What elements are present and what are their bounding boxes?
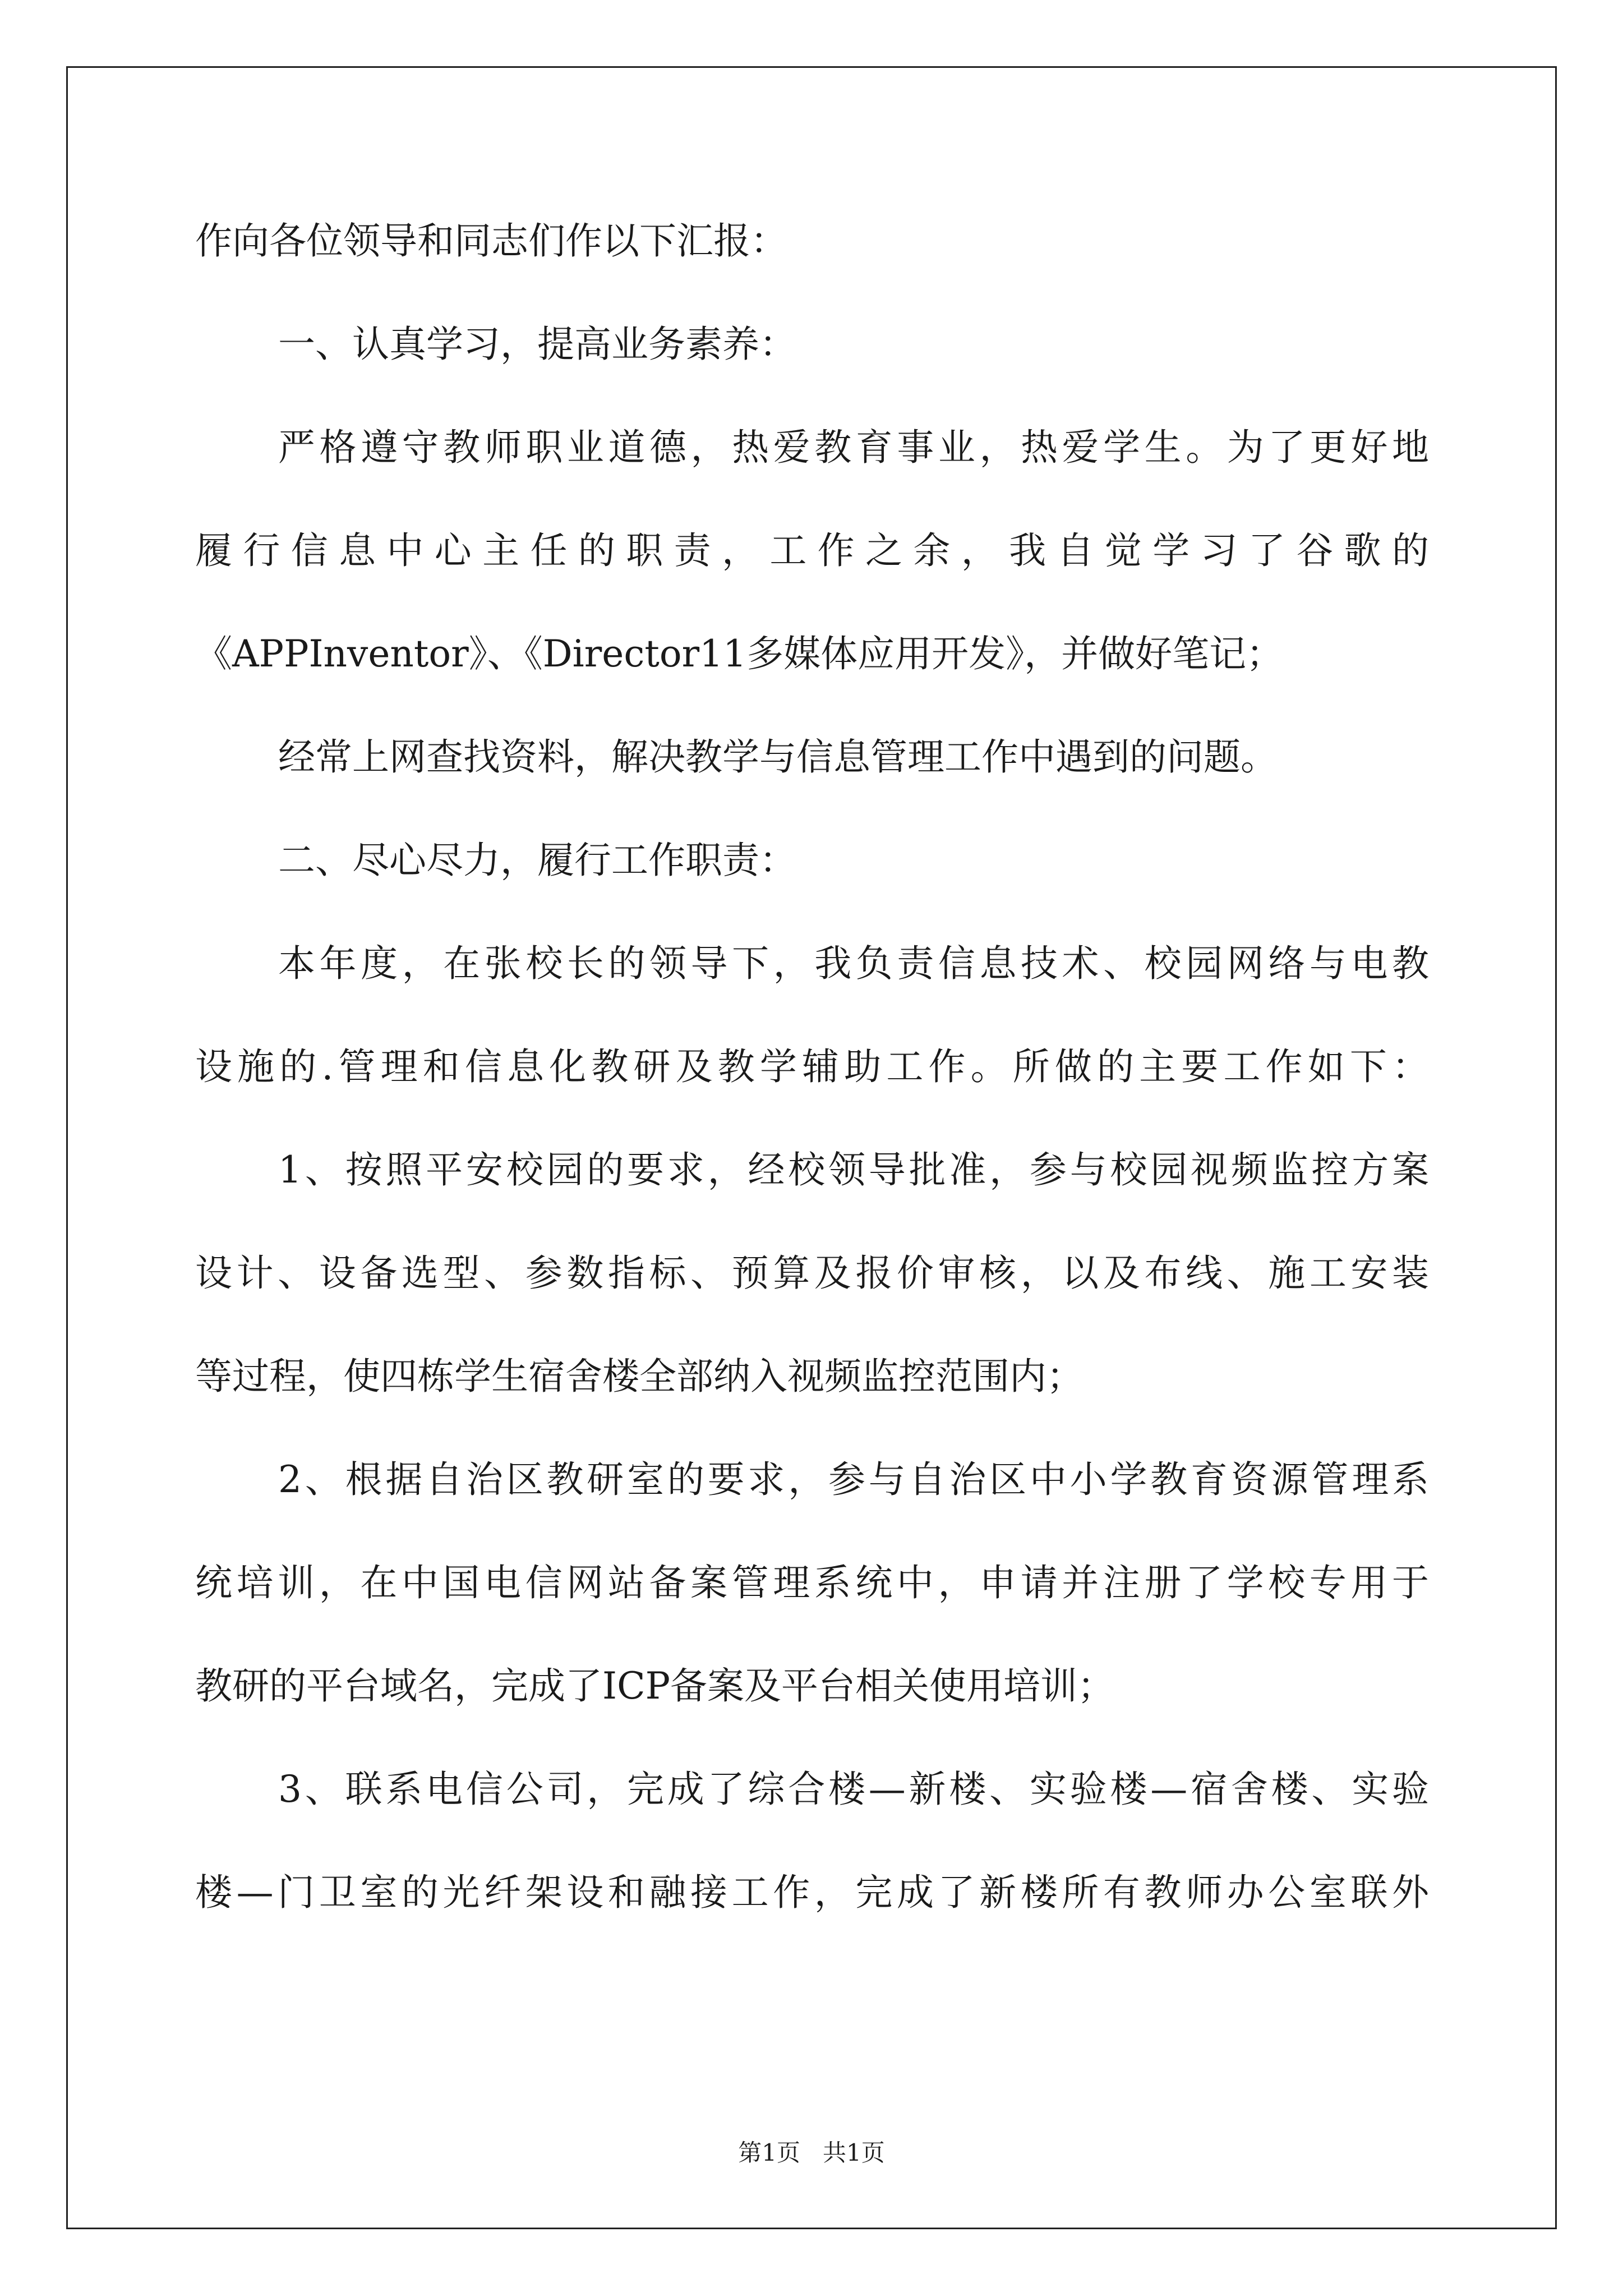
- text-line: 二、尽心尽力，履行工作职责：: [278, 839, 796, 882]
- page-footer: [0, 2134, 1623, 2168]
- text-line: 作向各位领导和同志们作以下汇报：: [195, 219, 787, 263]
- text-line: 严格遵守教师职业道德，热爱教育事业，热爱学生。为了更好地: [278, 426, 1429, 469]
- text-line: 统培训，在中国电信网站备案管理系统中，申请并注册了学校专用于: [195, 1561, 1429, 1604]
- text-line: 经常上网查找资料，解决教学与信息管理工作中遇到的问题。: [278, 735, 1278, 779]
- text-line: 1、按照平安校园的要求，经校领导批准，参与校园视频监控方案: [278, 1148, 1429, 1191]
- text-line: 设计、设备选型、参数指标、预算及报价审核，以及布线、施工安装: [195, 1251, 1429, 1295]
- text-line: 设施的.管理和信息化教研及教学辅助工作。所做的主要工作如下：: [195, 1045, 1429, 1088]
- page-number: 第1页: [738, 2139, 800, 2166]
- page-total: 共1页: [823, 2139, 885, 2166]
- text-line: 一、认真学习，提高业务素养：: [278, 323, 796, 366]
- text-line: 2、根据自治区教研室的要求，参与自治区中小学教育资源管理系: [278, 1458, 1429, 1501]
- text-line: 楼—门卫室的光纤架设和融接工作，完成了新楼所有教师办公室联外: [195, 1871, 1429, 1914]
- text-line: 3、联系电信公司，完成了综合楼—新楼、实验楼—宿舍楼、实验: [278, 1768, 1429, 1811]
- text-line: 教研的平台域名，完成了ICP备案及平台相关使用培训；: [195, 1664, 1114, 1708]
- text-line: 《APPInventor》、《Director11多媒体应用开发》，并做好笔记；: [195, 632, 1284, 675]
- document-body: [195, 190, 1429, 1944]
- text-line: 本年度，在张校长的领导下，我负责信息技术、校园网络与电教: [278, 942, 1429, 985]
- text-line: 等过程，使四栋学生宿舍楼全部纳入视频监控范围内；: [195, 1355, 1083, 1398]
- text-line: 履行信息中心主任的职责，工作之余，我自觉学习了谷歌的: [195, 529, 1429, 572]
